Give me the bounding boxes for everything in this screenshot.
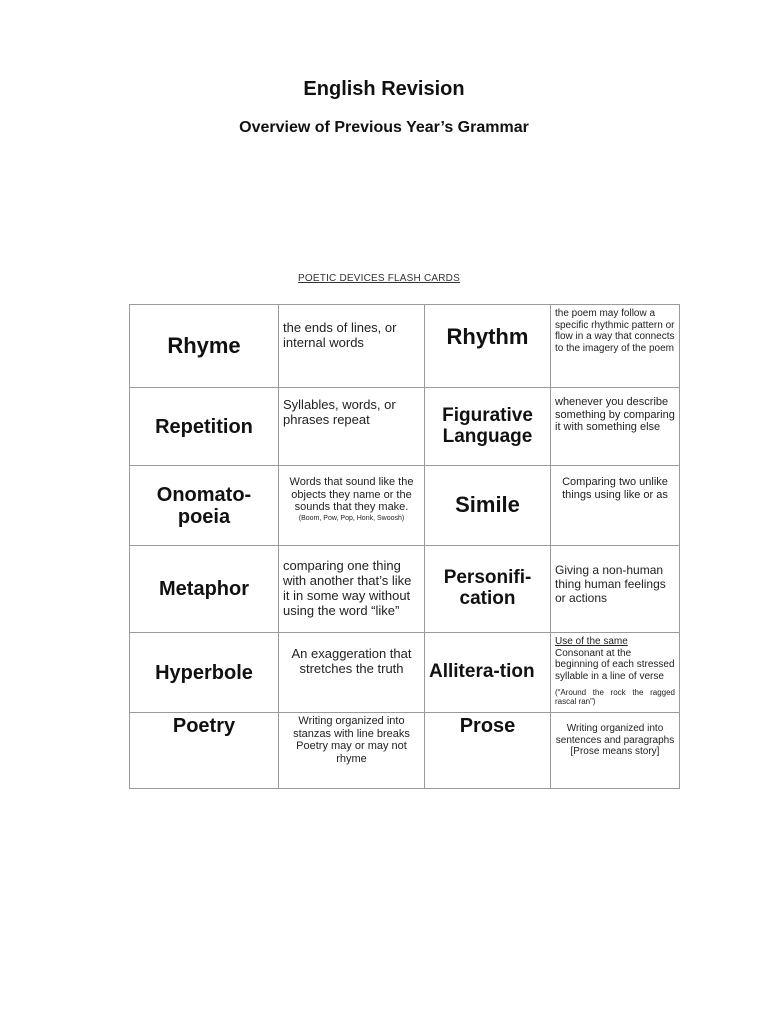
- definition-cell: [279, 466, 425, 546]
- flash-cards-caption: POETIC DEVICES FLASH CARDS: [298, 273, 460, 284]
- definition-cell: An exaggeration that stretches the truth: [279, 633, 425, 713]
- table-row: [130, 633, 680, 713]
- document-subtitle: Overview of Previous Year’s Grammar: [239, 119, 529, 136]
- definition-note: Poetry may or may not rhyme: [296, 740, 407, 765]
- table-row: [130, 466, 680, 546]
- definition-cell: the poem may follow a specific rhythmic pattern or flow in a way that connects to the imagery of the poem: [551, 305, 680, 388]
- term-cell: Figurative Language: [425, 388, 551, 466]
- definition-text: Words that sound like the objects they name or the sounds that they make.: [289, 476, 414, 514]
- definition-cell: [551, 633, 680, 713]
- definition-cell: whenever you describe something by comparing it with something else: [551, 388, 680, 466]
- table-row: [130, 305, 680, 388]
- definition-note: [Prose means story]: [570, 746, 660, 757]
- document-title: English Revision: [303, 78, 465, 100]
- term-cell: Rhyme: [130, 305, 279, 388]
- definition-cell: comparing one thing with another that’s like it in some way without using the word “like”: [279, 546, 425, 633]
- table-row: [130, 713, 680, 789]
- definition-cell: Comparing two unlike things using like or as: [551, 466, 680, 546]
- term-cell: Allitera-tion: [425, 633, 551, 713]
- term-cell: Rhythm: [425, 305, 551, 388]
- example-text: (Boom, Pow, Pop, Honk, Swoosh): [298, 514, 405, 522]
- table-row: [130, 388, 680, 466]
- definition-cell: [551, 713, 680, 789]
- definition-underlined-text: Use of the same: [555, 636, 628, 647]
- table-row: [130, 546, 680, 633]
- definition-text: Consonant at the beginning of each stressed syllable in a line of verse: [555, 647, 675, 682]
- definition-text: Writing organized into sentences and paragraphs: [555, 723, 675, 746]
- term-cell: Hyperbole: [130, 633, 279, 713]
- term-cell: Poetry: [130, 713, 279, 789]
- term-cell: Onomato-poeia: [130, 466, 279, 546]
- definition-cell: Syllables, words, or phrases repeat: [279, 388, 425, 466]
- definition-text: Writing organized into stanzas with line breaks: [293, 715, 410, 740]
- definition-cell: Giving a non-human thing human feelings or actions: [551, 546, 680, 633]
- term-cell: Prose: [425, 713, 551, 789]
- poetic-devices-table: [129, 304, 680, 789]
- definition-cell: [279, 713, 425, 789]
- definition-cell: the ends of lines, or internal words: [279, 305, 425, 388]
- example-text: (“Around the rock the ragged rascal ran”): [555, 688, 675, 707]
- term-cell: Simile: [425, 466, 551, 546]
- term-cell: Repetition: [130, 388, 279, 466]
- term-cell: Metaphor: [130, 546, 279, 633]
- term-cell: Personifi-cation: [425, 546, 551, 633]
